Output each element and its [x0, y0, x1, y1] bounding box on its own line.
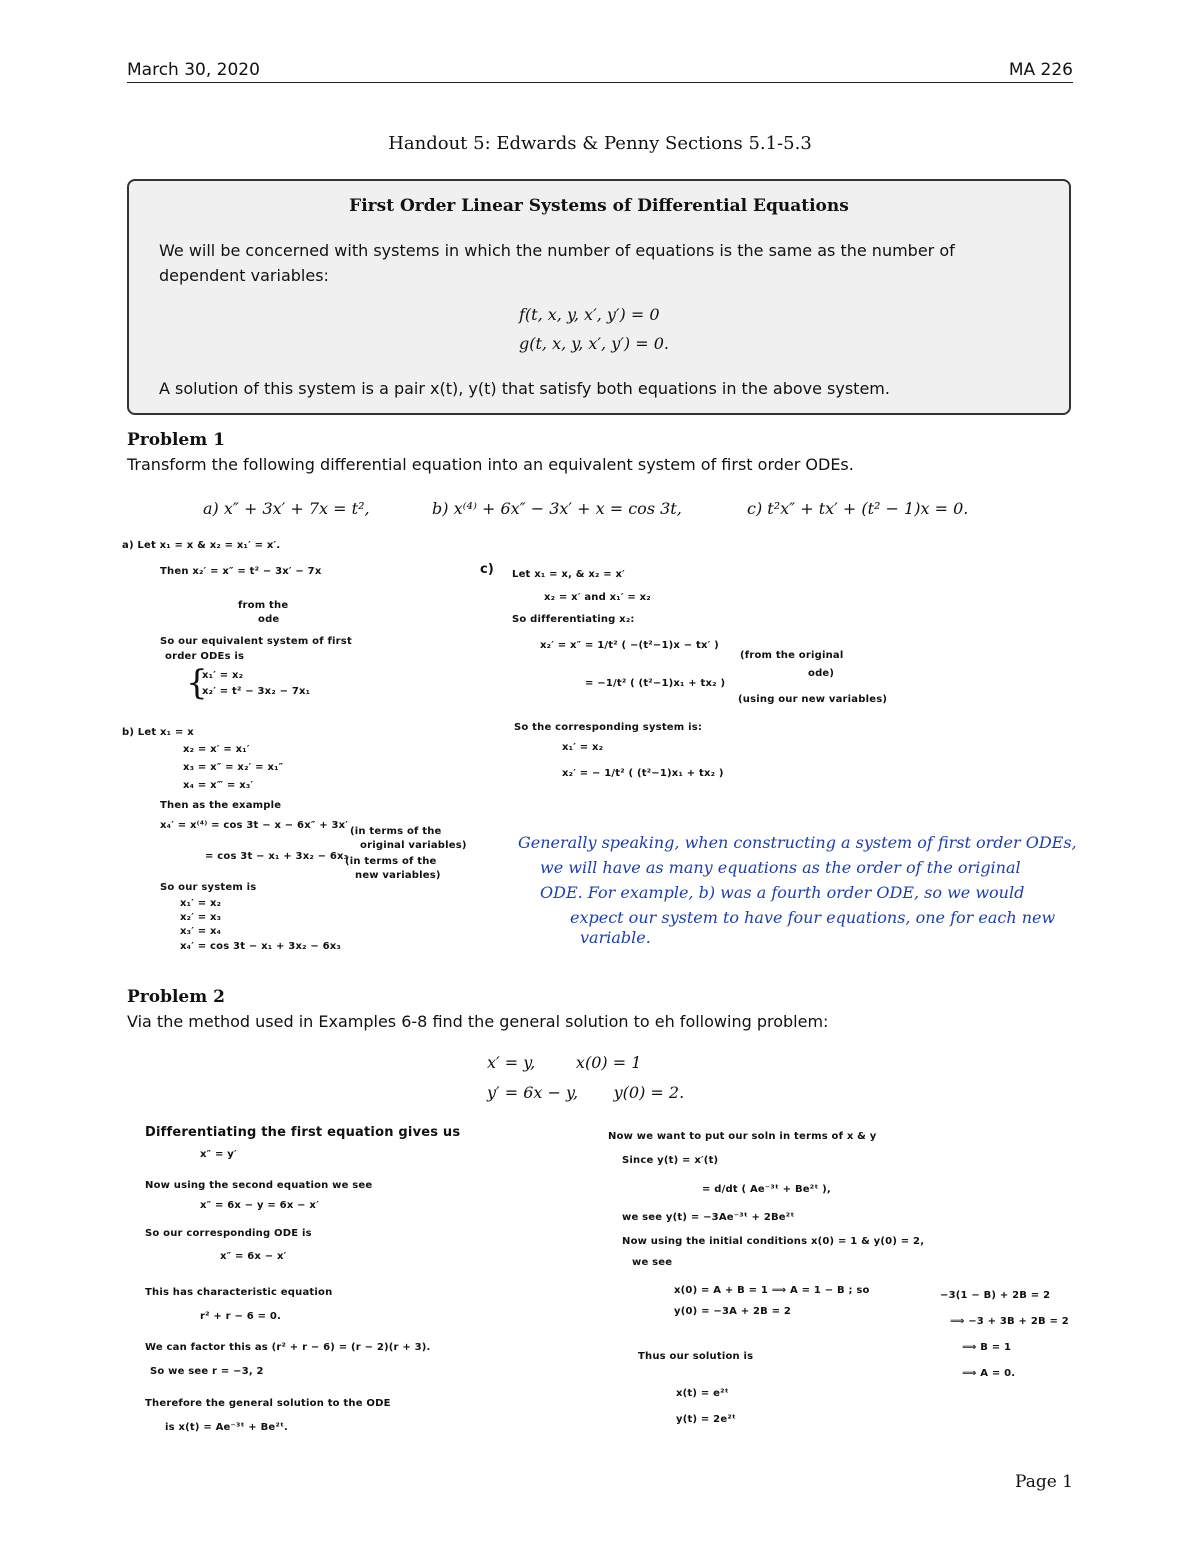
box-text-line-1: We will be concerned with systems in which the number of equations is the same as the number of: [159, 241, 955, 260]
hw-1c-line-6: So the corresponding system is:: [514, 722, 703, 733]
hw-1a-line-2: Then x₂′ = x″ = t² − 3x′ − 7x: [160, 566, 322, 577]
problem-1-eq-c: c) t²x″ + tx′ + (t² − 1)x = 0.: [747, 499, 969, 518]
hw-2-left-line-3: Now using the second equation we see: [145, 1180, 373, 1191]
hw-1b-line-1: b) Let x₁ = x: [122, 727, 194, 738]
problem-2-eq-2: y′ = 6x − y, y(0) = 2.: [487, 1083, 685, 1102]
hw-1c-line-8: x₂′ = − 1/t² ( (t²−1)x₁ + tx₂ ): [562, 768, 724, 779]
hw-1a-line-3: from the: [238, 600, 289, 611]
hw-1a-line-8: x₂′ = t² − 3x₂ − 7x₁: [202, 686, 311, 697]
hw-1b-note-4: new variables): [355, 870, 441, 881]
hw-2-right-line-3: = d/dt ( Ae⁻³ᵗ + Be²ᵗ ),: [702, 1184, 831, 1195]
hw-1a-line-1: a) Let x₁ = x & x₂ = x₁′ = x′.: [122, 540, 281, 551]
hw-1c-label: c): [480, 562, 495, 577]
hw-2-right-line-13: Thus our solution is: [638, 1351, 754, 1362]
hw-2-right-line-4: we see y(t) = −3Ae⁻³ᵗ + 2Be²ᵗ: [622, 1212, 795, 1223]
hw-note-line-5: variable.: [580, 928, 651, 947]
hw-1b-line-10: x₂′ = x₃: [180, 912, 222, 923]
hw-2-right-line-14: x(t) = e²ᵗ: [676, 1388, 729, 1399]
hw-2-left-line-4: x″ = 6x − y = 6x − x′: [200, 1200, 319, 1211]
problem-1-prompt: Transform the following differential equation into an equivalent system of first order ODEs.: [127, 455, 854, 474]
hw-note-line-1: Generally speaking, when constructing a system of first order ODEs,: [518, 833, 1077, 852]
hw-2-left-line-12: is x(t) = Ae⁻³ᵗ + Be²ᵗ.: [165, 1422, 289, 1433]
box-equation-1: f(t, x, y, x′, y′) = 0: [519, 305, 660, 324]
hw-2-right-line-6: we see: [632, 1257, 673, 1268]
hw-2-right-line-9: −3(1 − B) + 2B = 2: [940, 1290, 1051, 1301]
hw-1b-note-3: (in terms of the: [345, 856, 437, 867]
hw-1c-line-2: x₂ = x′ and x₁′ = x₂: [544, 592, 651, 603]
hw-1a-line-4: ode: [258, 614, 280, 625]
hw-2-right-line-10: ⟹ −3 + 3B + 2B = 2: [950, 1316, 1069, 1327]
problem-2-prompt: Via the method used in Examples 6-8 find the general solution to eh following problem:: [127, 1012, 829, 1031]
hw-2-right-line-15: y(t) = 2e²ᵗ: [676, 1414, 736, 1425]
hw-1c-line-5: = −1/t² ( (t²−1)x₁ + tx₂ ): [585, 678, 726, 689]
hw-1a-line-6: order ODEs is: [165, 651, 245, 662]
page-title: Handout 5: Edwards & Penny Sections 5.1-5.3: [388, 133, 812, 154]
hw-2-right-line-2: Since y(t) = x′(t): [622, 1155, 719, 1166]
hw-2-right-line-5: Now using the initial conditions x(0) = 1 & y(0) = 2,: [622, 1236, 925, 1247]
hw-2-left-line-8: r² + r − 6 = 0.: [200, 1311, 281, 1322]
hw-1b-line-12: x₄′ = cos 3t − x₁ + 3x₂ − 6x₃: [180, 941, 342, 952]
hw-1c-line-4: x₂′ = x″ = 1/t² ( −(t²−1)x − tx′ ): [540, 640, 719, 651]
box-equation-2: g(t, x, y, x′, y′) = 0.: [519, 334, 669, 353]
problem-1-title: Problem 1: [127, 430, 225, 450]
hw-2-left-line-11: Therefore the general solution to the ODE: [145, 1398, 391, 1409]
hw-note-line-2: we will have as many equations as the order of the original: [540, 858, 1021, 877]
hw-1c-note-3: (using our new variables): [738, 694, 888, 705]
hw-1b-line-3: x₃ = x″ = x₂′ = x₁″: [183, 762, 284, 773]
page-number: Page 1: [1015, 1472, 1073, 1492]
hw-1a-line-7: x₁′ = x₂: [202, 670, 244, 681]
hw-1b-note-1: (in terms of the: [350, 826, 442, 837]
box-text-line-2: dependent variables:: [159, 266, 329, 285]
hw-2-left-line-1: Differentiating the first equation gives us: [145, 1125, 461, 1140]
hw-1b-line-4: x₄ = x‴ = x₃′: [183, 780, 254, 791]
hw-2-left-line-2: x″ = y′: [200, 1149, 237, 1160]
hw-1c-note-2: ode): [808, 668, 835, 679]
problem-2-eq-1: x′ = y, x(0) = 1: [487, 1053, 642, 1072]
header-date: March 30, 2020: [127, 60, 260, 80]
problem-1-eq-b: b) x⁽⁴⁾ + 6x″ − 3x′ + x = cos 3t,: [432, 499, 682, 518]
hw-2-left-line-7: This has characteristic equation: [145, 1287, 333, 1298]
hw-1c-note-1: (from the original: [740, 650, 844, 661]
hw-2-right-line-8: y(0) = −3A + 2B = 2: [674, 1306, 792, 1317]
problem-2-title: Problem 2: [127, 987, 225, 1007]
hw-1a-line-5: So our equivalent system of first: [160, 636, 352, 647]
hw-2-right-line-12: ⟹ A = 0.: [962, 1368, 1016, 1379]
header-rule: [127, 82, 1073, 83]
hw-note-line-3: ODE. For example, b) was a fourth order ODE, so we would: [540, 883, 1025, 902]
hw-1b-line-2: x₂ = x′ = x₁′: [183, 744, 250, 755]
box-title: First Order Linear Systems of Differential Equations: [349, 196, 849, 216]
hw-1b-line-9: x₁′ = x₂: [180, 898, 222, 909]
hw-1b-line-6: x₄′ = x⁽⁴⁾ = cos 3t − x − 6x″ + 3x′: [160, 820, 349, 831]
hw-2-right-line-7: x(0) = A + B = 1 ⟹ A = 1 − B ; so: [674, 1285, 870, 1296]
hw-1a-brace: {: [186, 663, 208, 703]
hw-2-left-line-6: x″ = 6x − x′: [220, 1251, 287, 1262]
hw-1b-line-5: Then as the example: [160, 800, 282, 811]
header-course: MA 226: [1008, 60, 1073, 80]
hw-2-left-line-9: We can factor this as (r² + r − 6) = (r − 2)(r + 3).: [145, 1342, 431, 1353]
hw-2-left-line-10: So we see r = −3, 2: [150, 1366, 264, 1377]
hw-note-line-4: expect our system to have four equations, one for each new: [570, 908, 1056, 927]
hw-1b-line-7: = cos 3t − x₁ + 3x₂ − 6x₃: [205, 851, 349, 862]
hw-2-right-line-11: ⟹ B = 1: [962, 1342, 1012, 1353]
box-text-line-3: A solution of this system is a pair x(t), y(t) that satisfy both equations in the above system.: [159, 379, 890, 398]
hw-1c-line-1: Let x₁ = x, & x₂ = x′: [512, 569, 625, 580]
hw-2-left-line-5: So our corresponding ODE is: [145, 1228, 312, 1239]
hw-1b-note-2: original variables): [360, 840, 467, 851]
hw-1c-line-7: x₁′ = x₂: [562, 742, 604, 753]
hw-1c-line-3: So differentiating x₂:: [512, 614, 635, 625]
problem-1-eq-a: a) x″ + 3x′ + 7x = t²,: [203, 499, 370, 518]
hw-1b-line-8: So our system is: [160, 882, 257, 893]
hw-2-right-line-1: Now we want to put our soln in terms of x & y: [608, 1131, 877, 1142]
hw-1b-line-11: x₃′ = x₄: [180, 926, 222, 937]
